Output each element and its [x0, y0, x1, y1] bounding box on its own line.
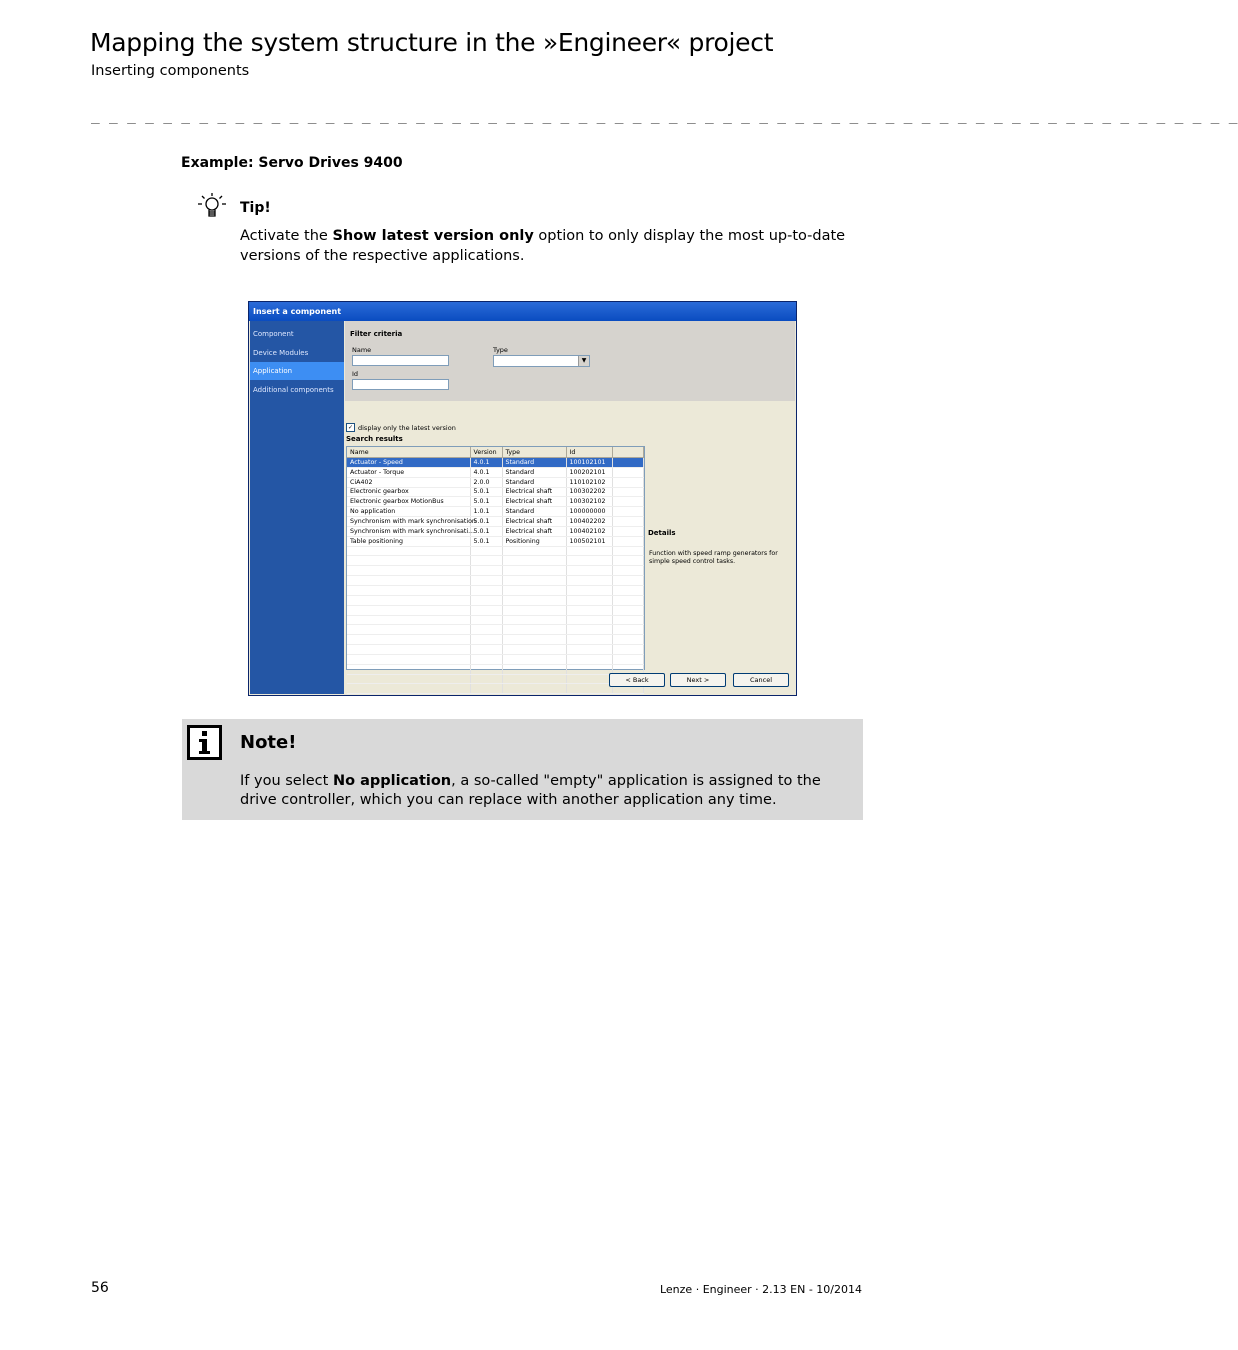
- empty-cell: [347, 664, 470, 674]
- cell-name: Synchronism with mark synchronisation: [347, 517, 470, 527]
- empty-cell: [470, 585, 502, 595]
- cell-name: Synchronism with mark synchronisati...: [347, 526, 470, 536]
- empty-cell: [566, 625, 612, 635]
- empty-cell: [470, 595, 502, 605]
- empty-table-row: [347, 605, 644, 615]
- cell-filler: [612, 458, 644, 468]
- empty-table-row: [347, 645, 644, 655]
- empty-cell: [612, 654, 644, 664]
- empty-cell: [347, 625, 470, 635]
- empty-cell: [502, 556, 566, 566]
- filter-criteria-panel: [345, 321, 795, 401]
- chevron-down-icon[interactable]: ▼: [578, 356, 589, 366]
- empty-table-row: [347, 576, 644, 586]
- empty-cell: [347, 585, 470, 595]
- sidebar-item-application[interactable]: Application: [250, 362, 344, 380]
- cell-type: Electrical shaft: [502, 526, 566, 536]
- type-select[interactable]: [493, 355, 590, 367]
- empty-cell: [502, 615, 566, 625]
- empty-cell: [566, 595, 612, 605]
- dialog-sidebar: [250, 321, 344, 694]
- tip-text: Activate the Show latest version only option to only display the most up-to-date versions of the respective applications.: [240, 228, 846, 264]
- table-row[interactable]: [347, 507, 644, 517]
- page-title: Mapping the system structure in the »Engineer« project: [90, 28, 774, 57]
- empty-cell: [612, 556, 644, 566]
- table-row[interactable]: [347, 458, 644, 468]
- empty-cell: [347, 576, 470, 586]
- empty-cell: [470, 566, 502, 576]
- empty-cell: [347, 654, 470, 664]
- empty-cell: [470, 654, 502, 664]
- cell-name: CiA402: [347, 477, 470, 487]
- dialog-title: Insert a component: [249, 302, 796, 321]
- empty-cell: [612, 585, 644, 595]
- cell-filler: [612, 517, 644, 527]
- empty-table-row: [347, 674, 644, 684]
- back-button[interactable]: < Back: [609, 673, 665, 687]
- empty-cell: [502, 576, 566, 586]
- next-button[interactable]: Next >: [670, 673, 726, 687]
- footer-text: Lenze · Engineer · 2.13 EN - 10/2014: [659, 1283, 862, 1296]
- filter-criteria-title: Filter criteria: [350, 330, 403, 338]
- empty-cell: [502, 585, 566, 595]
- cell-type: Electrical shaft: [502, 487, 566, 497]
- cell-filler: [612, 497, 644, 507]
- empty-cell: [470, 635, 502, 645]
- cell-filler: [612, 526, 644, 536]
- empty-cell: [612, 546, 644, 556]
- cell-version: 1.0.1: [470, 507, 502, 517]
- latest-version-checkbox[interactable]: ✓: [347, 424, 354, 431]
- cell-name: Actuator - Torque: [347, 467, 470, 477]
- empty-cell: [347, 605, 470, 615]
- note-bold-option: No application: [332, 773, 452, 789]
- empty-cell: [470, 645, 502, 655]
- cell-type: Standard: [502, 507, 566, 517]
- empty-cell: [470, 546, 502, 556]
- name-input[interactable]: [352, 355, 449, 366]
- table-header-row: [347, 447, 644, 458]
- sidebar-item-additional-components[interactable]: Additional components: [253, 386, 334, 394]
- column-header-id[interactable]: Id: [566, 447, 612, 458]
- empty-cell: [502, 566, 566, 576]
- empty-cell: [502, 605, 566, 615]
- column-header-name[interactable]: Name: [347, 447, 470, 458]
- cell-version: 4.0.1: [470, 458, 502, 468]
- empty-cell: [502, 664, 566, 674]
- cell-version: 4.0.1: [470, 467, 502, 477]
- empty-cell: [347, 635, 470, 645]
- sidebar-item-component[interactable]: Component: [253, 330, 294, 338]
- empty-cell: [347, 684, 470, 694]
- column-header-version[interactable]: Version: [470, 447, 502, 458]
- note-label: Note!: [240, 732, 297, 753]
- id-label: Id: [352, 370, 359, 378]
- id-input[interactable]: [352, 379, 449, 390]
- cell-id: 100302102: [566, 497, 612, 507]
- cell-filler: [612, 507, 644, 517]
- cell-type: Standard: [502, 467, 566, 477]
- page-number: 56: [91, 1280, 109, 1296]
- search-results-table[interactable]: [346, 446, 645, 670]
- cell-name: Actuator - Speed: [347, 458, 470, 468]
- tip-bold-option: Show latest version only: [332, 228, 534, 244]
- empty-cell: [612, 615, 644, 625]
- empty-cell: [347, 546, 470, 556]
- empty-cell: [502, 635, 566, 645]
- table-row[interactable]: [347, 526, 644, 536]
- empty-cell: [347, 566, 470, 576]
- empty-cell: [502, 645, 566, 655]
- empty-cell: [502, 674, 566, 684]
- section-subtitle: Inserting components: [91, 63, 250, 79]
- empty-cell: [347, 615, 470, 625]
- table-row[interactable]: [347, 477, 644, 487]
- type-label: Type: [493, 346, 508, 354]
- cell-type: Standard: [502, 458, 566, 468]
- empty-cell: [566, 674, 612, 684]
- cell-type: Positioning: [502, 536, 566, 546]
- empty-cell: [612, 635, 644, 645]
- empty-table-row: [347, 684, 644, 694]
- cell-type: Electrical shaft: [502, 517, 566, 527]
- empty-table-row: [347, 556, 644, 566]
- empty-cell: [470, 625, 502, 635]
- empty-cell: [566, 664, 612, 674]
- column-header-type[interactable]: Type: [502, 447, 566, 458]
- cell-id: 100402202: [566, 517, 612, 527]
- header-separator: _ _ _ _ _ _ _ _ _ _ _ _ _ _ _ _ _ _ _ _ _ _ _ _ _ _ _ _ _ _ _ _ _ _ _ _ _ _ _ _ _ _ _ _ _ _ _ _ _ _ _ _ _ _ _ _ _ _ _ _ _ _ _ _: [91, 108, 1238, 124]
- empty-cell: [347, 595, 470, 605]
- empty-table-row: [347, 585, 644, 595]
- empty-cell: [470, 684, 502, 694]
- empty-cell: [470, 556, 502, 566]
- details-label: Details: [648, 529, 676, 537]
- empty-cell: [347, 674, 470, 684]
- empty-cell: [470, 664, 502, 674]
- cell-version: 5.0.1: [470, 497, 502, 507]
- latest-version-label: display only the latest version: [358, 423, 456, 432]
- cell-name: No application: [347, 507, 470, 517]
- cell-type: Electrical shaft: [502, 497, 566, 507]
- empty-cell: [612, 605, 644, 615]
- empty-cell: [566, 566, 612, 576]
- cell-version: 5.0.1: [470, 526, 502, 536]
- table-row[interactable]: [347, 467, 644, 477]
- empty-cell: [566, 654, 612, 664]
- empty-cell: [612, 566, 644, 576]
- note-box: [182, 719, 863, 820]
- empty-table-row: [347, 546, 644, 556]
- empty-table-row: [347, 615, 644, 625]
- insert-component-dialog: [248, 301, 797, 696]
- table-row[interactable]: [347, 487, 644, 497]
- cell-version: 5.0.1: [470, 487, 502, 497]
- cell-filler: [612, 487, 644, 497]
- cell-id: 100102101: [566, 458, 612, 468]
- empty-cell: [502, 684, 566, 694]
- empty-cell: [470, 605, 502, 615]
- lightbulb-icon: [197, 192, 227, 226]
- empty-table-row: [347, 664, 644, 674]
- empty-cell: [347, 645, 470, 655]
- table-row[interactable]: [347, 536, 644, 546]
- empty-cell: [566, 635, 612, 645]
- empty-cell: [566, 645, 612, 655]
- example-heading: Example: Servo Drives 9400: [181, 155, 403, 171]
- empty-cell: [566, 546, 612, 556]
- empty-cell: [612, 595, 644, 605]
- name-label: Name: [352, 346, 372, 354]
- cell-type: Standard: [502, 477, 566, 487]
- empty-table-row: [347, 635, 644, 645]
- empty-cell: [566, 585, 612, 595]
- cell-filler: [612, 477, 644, 487]
- cell-version: 2.0.0: [470, 477, 502, 487]
- empty-cell: [502, 625, 566, 635]
- empty-cell: [566, 615, 612, 625]
- search-results-label: Search results: [346, 435, 403, 443]
- cell-filler: [612, 467, 644, 477]
- empty-table-row: [347, 654, 644, 664]
- empty-cell: [612, 625, 644, 635]
- empty-cell: [470, 674, 502, 684]
- cell-version: 5.0.1: [470, 517, 502, 527]
- cell-id: 110102102: [566, 477, 612, 487]
- cell-id: 100502101: [566, 536, 612, 546]
- empty-cell: [566, 605, 612, 615]
- cell-id: 100202101: [566, 467, 612, 477]
- empty-cell: [470, 576, 502, 586]
- cell-id: 100402102: [566, 526, 612, 536]
- cell-name: Table positioning: [347, 536, 470, 546]
- cell-id: 100000000: [566, 507, 612, 517]
- cell-filler: [612, 536, 644, 546]
- table-row[interactable]: [347, 517, 644, 527]
- empty-cell: [347, 556, 470, 566]
- latest-version-option[interactable]: [346, 423, 456, 432]
- empty-cell: [502, 595, 566, 605]
- info-icon: [187, 725, 222, 760]
- details-text: Function with speed ramp generators for simple speed control tasks.: [649, 550, 778, 565]
- column-header-filler: [612, 447, 644, 458]
- cell-id: 100302202: [566, 487, 612, 497]
- empty-cell: [470, 615, 502, 625]
- empty-cell: [566, 556, 612, 566]
- empty-cell: [566, 684, 612, 694]
- cell-name: Electronic gearbox: [347, 487, 470, 497]
- cell-name: Electronic gearbox MotionBus: [347, 497, 470, 507]
- tip-label: Tip!: [240, 200, 271, 216]
- empty-table-row: [347, 625, 644, 635]
- sidebar-item-device-modules[interactable]: Device Modules: [253, 349, 309, 357]
- note-text: If you select No application, a so-called "empty" application is assigned to the drive controller, which you can replace with another application any time.: [240, 773, 821, 808]
- empty-table-row: [347, 595, 644, 605]
- cell-version: 5.0.1: [470, 536, 502, 546]
- empty-cell: [612, 576, 644, 586]
- cancel-button[interactable]: Cancel: [733, 673, 789, 687]
- empty-cell: [566, 576, 612, 586]
- table-row[interactable]: [347, 497, 644, 507]
- empty-cell: [502, 654, 566, 664]
- empty-cell: [612, 645, 644, 655]
- empty-table-row: [347, 566, 644, 576]
- empty-cell: [502, 546, 566, 556]
